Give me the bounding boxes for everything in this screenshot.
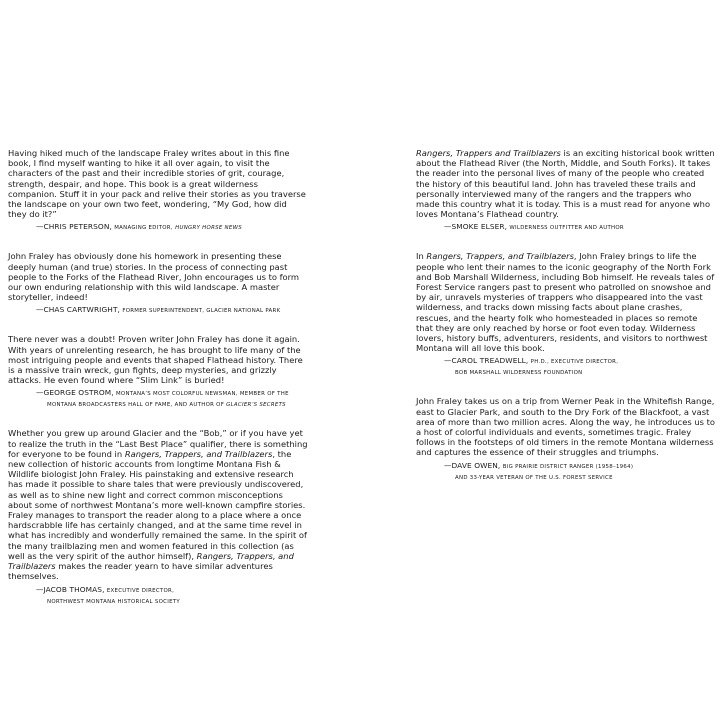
endorser-name: —DAVE OWEN, <box>444 460 501 470</box>
text-segment: There never was a doubt! Proven writer John Fraley has done it again. With years of unrelenting research, he has brought to life many of the most intriguing people and events that shaped Flathead history. There is a massive train wreck, gun fights, deep mysteries, and grizzly attacks. He even found where “Slim Link” is buried! <box>8 334 303 386</box>
text-segment: , John Fraley brings to life the people who lent their names to the iconic geography of the North Fork and Bob Marshall Wilderness, including Bob himself. He reveals tales of Forest Service rangers past to present who patrolled on snowshoe and by air, unravels mysteries of trappers who disappeared into the vast wilderness, and tracks down missing facts about plane crashes, rescues, and the hearty folk who homesteaded in places so remote that they are only reached by horse or foot even today. Wilderness lovers, history buffs, adventurers, residents, and visitors to northwest Montana will all love this book. <box>416 251 715 354</box>
text-segment: Whether you grew up around Glacier and the “Bob,” or if you have yet to realize the truth in the “Last Best Place” qualifier, there is something for everyone to be found in <box>8 428 308 459</box>
endorsement <box>8 148 308 233</box>
book-title-italic: Rangers, Trappers, and Trailblazers <box>8 550 294 572</box>
endorser-name: —CAROL TREADWELL, <box>444 356 529 366</box>
text-segment: Having hiked much of the landscape Fraley writes about in this fine book, I find myself wanting to hike it all over again, to visit the characters of the past and their incredible stories of grit, courage, strength, despair, and hope. This book is a great wilderness companion. Stuff it in your pack and relive their stories as you traverse the landscape on your own two feet, wondering, “My God, how did they do it?” <box>8 148 306 220</box>
book-title-italic: Rangers, Trappers, and Trailblazers <box>426 251 574 262</box>
attribution <box>444 461 716 483</box>
book-title-italic: Rangers, Trappers and Trailblazers <box>416 148 561 158</box>
text-segment: , the new collection of historic accounts from longtime Montana Fish & Wildlife biologist John Fraley. His painstaking and extensive research has made it possible to share tales that were previously undiscovered, as well as to shine new light and correct common misconceptions about some of northwest Montana’s more well-known campfire stories. Fraley manages to transport the reader along to a place where a once hardscrabble life has certainly changed, and at the same time revel in what has incredibly and wonderfully remained the same. In the spirit of the many trailblazing men and women featured in this collection (as well as the very spirit of the author himself), <box>8 448 307 561</box>
endorsement <box>8 334 308 410</box>
attribution <box>36 585 308 607</box>
endorser-role: BIG PRAIRIE DISTRICT RANGER (1958–1964) <box>502 463 634 470</box>
text-segment: John Fraley takes us on a trip from Werner Peak in the Whitefish Range, east to Glacier Park, and south to the Dry Fork of the Blackfoot, a vast area of more than two million acres. Along the way, he introduces us to a host of colorful individuals and events, sometimes tragic. Fraley follows in the footsteps of old timers in the remote Montana wilderness and captures the essence of their struggles and triumphs. <box>416 396 716 458</box>
endorsement <box>8 428 308 606</box>
endorser-role-line2 <box>47 399 308 410</box>
endorser-role: FORMER SUPERINTENDENT, GLACIER NATIONAL PARK <box>122 308 281 315</box>
endorsement-text <box>8 334 308 385</box>
left-column <box>8 148 308 625</box>
endorser-role: PH.D., EXECUTIVE DIRECTOR, <box>530 359 619 366</box>
attribution <box>444 222 716 233</box>
endorsement-text <box>8 428 308 581</box>
endorser-role-continued: BOB MARSHALL WILDERNESS FOUNDATION <box>455 370 583 377</box>
endorser-role-continued: NORTHWEST MONTANA HISTORICAL SOCIETY <box>47 598 180 605</box>
endorser-role: MONTANA’S MOST COLORFUL NEWSMAN, MEMBER OF THE <box>115 391 289 398</box>
endorser-name: —CHRIS PETERSON, <box>36 222 112 232</box>
text-segment: In <box>416 251 427 262</box>
publication-name: HUNGRY HORSE NEWS <box>175 225 242 232</box>
endorser-role-line2 <box>47 596 308 607</box>
text-segment: makes the reader yearn to have similar adventures themselves. <box>8 561 273 582</box>
endorser-role-continued: AND 33-YEAR VETERAN OF THE U.S. FOREST SERVICE <box>455 474 613 481</box>
attribution <box>36 222 308 233</box>
endorsement-text <box>416 396 716 457</box>
endorser-role-line2 <box>455 367 716 378</box>
book-title-italic: Rangers, Trappers, and Trailblazers <box>124 448 273 459</box>
endorsement-text <box>416 251 716 353</box>
attribution <box>36 388 308 410</box>
endorsement <box>8 251 308 316</box>
endorsement-text <box>416 148 716 219</box>
endorser-name: —SMOKE ELSER, <box>444 222 508 232</box>
endorsement-text <box>8 148 308 219</box>
endorsement-text <box>8 251 308 302</box>
text-segment: is an exciting historical book written about the Flathead River (the North, Middle, and South Forks). It takes the reader into the personal lives of many of the people who created the history of this beautiful land. John has traveled these trails and personally interviewed many of the rangers and the trappers who made this country what it is today. This is a must read for anyone who loves Montana’s Flathead country. <box>416 148 715 220</box>
right-column <box>416 148 716 501</box>
endorser-role-line2 <box>455 472 716 483</box>
text-segment: John Fraley has obviously done his homework in presenting these deeply human (and true) stories. In the process of connecting past people to the Forks of the Flathead River, John encourages us to form our own enduring relationship with this wild landscape. A master storyteller, indeed! <box>8 251 300 303</box>
endorser-name: —CHAS CARTWRIGHT, <box>36 305 121 315</box>
attribution <box>36 305 308 316</box>
endorser-role-continued: MONTANA BROADCASTERS HALL OF FAME, AND AUTHOR OF <box>47 402 227 409</box>
publication-name: GLACIER’S SECRETS <box>226 402 286 409</box>
endorser-role: EXECUTIVE DIRECTOR, <box>106 587 175 594</box>
endorser-role: WILDERNESS OUTFITTER AND AUTHOR <box>509 225 624 232</box>
endorsement <box>416 396 716 482</box>
endorsement <box>416 148 716 233</box>
endorser-role: MANAGING EDITOR, <box>114 225 173 232</box>
endorsement <box>416 251 716 378</box>
attribution <box>444 356 716 378</box>
endorser-name: —JACOB THOMAS, <box>36 584 105 594</box>
endorser-name: —GEORGE OSTROM, <box>36 388 114 398</box>
